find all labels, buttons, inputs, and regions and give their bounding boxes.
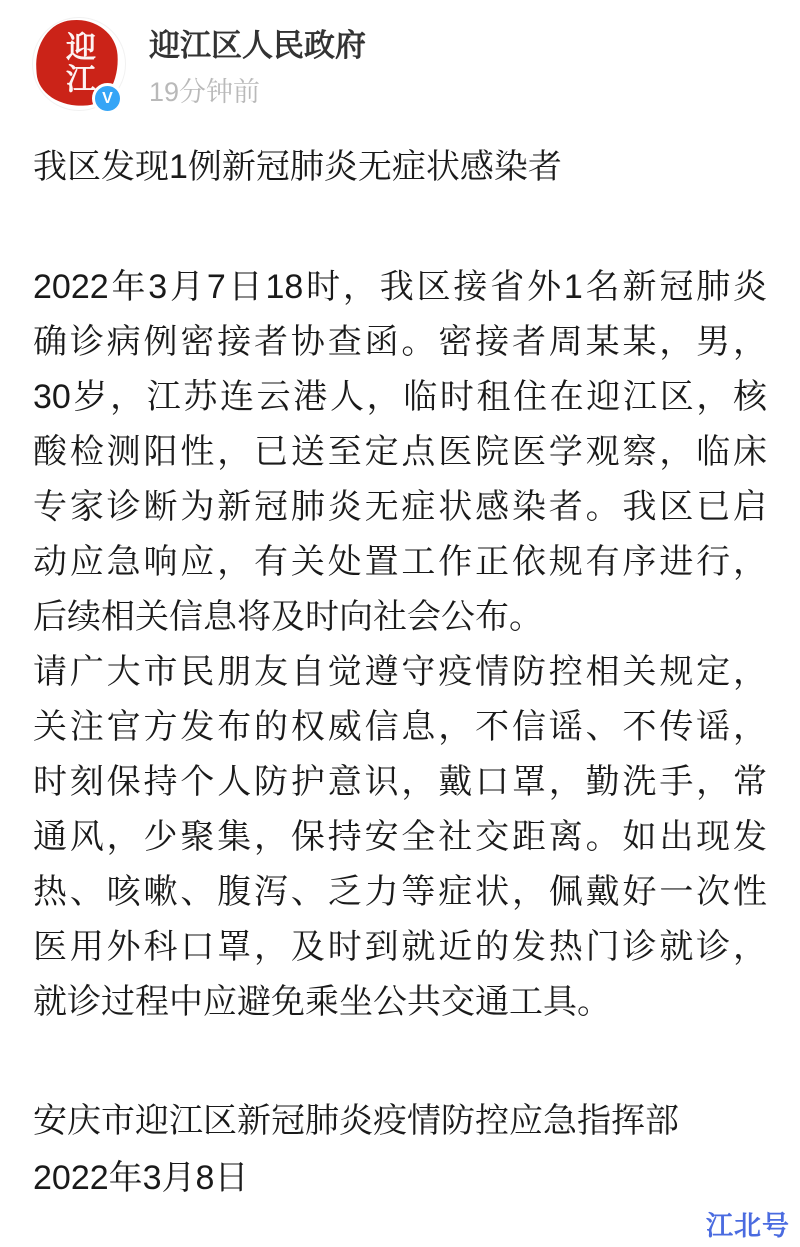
text-line: 确诊病例密接者协查函。密接者周某某，男， xyxy=(33,323,767,361)
text-line: 酸检测阳性，已送至定点医院医学观察，临床 xyxy=(33,433,767,471)
text-line: 热、咳嗽、腹泻、乏力等症状，佩戴好一次性 xyxy=(33,873,767,911)
account-name[interactable]: 迎江区人民政府 xyxy=(149,28,366,63)
text-line: 通风，少聚集，保持安全社交距离。如出现发 xyxy=(33,818,767,856)
text-line: 关注官方发布的权威信息，不信谣、不传谣， xyxy=(33,708,767,746)
text-line: 2022年3月7日18时，我区接省外1名新冠肺炎 xyxy=(33,268,767,306)
post-date: 2022年3月8日 xyxy=(33,1159,249,1197)
post-header xyxy=(33,0,767,110)
text-line: 医用外科口罩，及时到就近的发热门诊就诊， xyxy=(33,928,767,966)
body-paragraph-1 xyxy=(33,260,767,645)
text-line: 时刻保持个人防护意识，戴口罩，勤洗手，常 xyxy=(33,763,767,801)
text-line: 就诊过程中应避免乘坐公共交通工具。 xyxy=(33,983,611,1021)
seal-text: 迎江 xyxy=(61,31,94,95)
text-line: 30岁，江苏连云港人，临时租住在迎江区，核 xyxy=(33,378,767,416)
post-timestamp: 19分钟前 xyxy=(149,77,261,107)
platform-watermark: 江北号 xyxy=(706,1211,790,1241)
post-body xyxy=(33,260,767,1030)
text-line: 专家诊断为新冠肺炎无症状感染者。我区已启 xyxy=(33,488,767,526)
body-paragraph-2 xyxy=(33,645,767,1030)
avatar[interactable] xyxy=(33,18,125,110)
signature-block xyxy=(33,1093,767,1207)
post-title: 我区发现1例新冠肺炎无症状感染者 xyxy=(33,148,562,186)
verified-badge-icon: V xyxy=(92,83,123,114)
text-line: 动应急响应，有关处置工作正依规有序进行， xyxy=(33,543,767,581)
header-info xyxy=(149,18,366,107)
text-line: 请广大市民朋友自觉遵守疫情防控相关规定， xyxy=(33,653,767,691)
issuing-authority: 安庆市迎江区新冠肺炎疫情防控应急指挥部 xyxy=(33,1102,679,1140)
text-line: 后续相关信息将及时向社会公布。 xyxy=(33,598,543,636)
